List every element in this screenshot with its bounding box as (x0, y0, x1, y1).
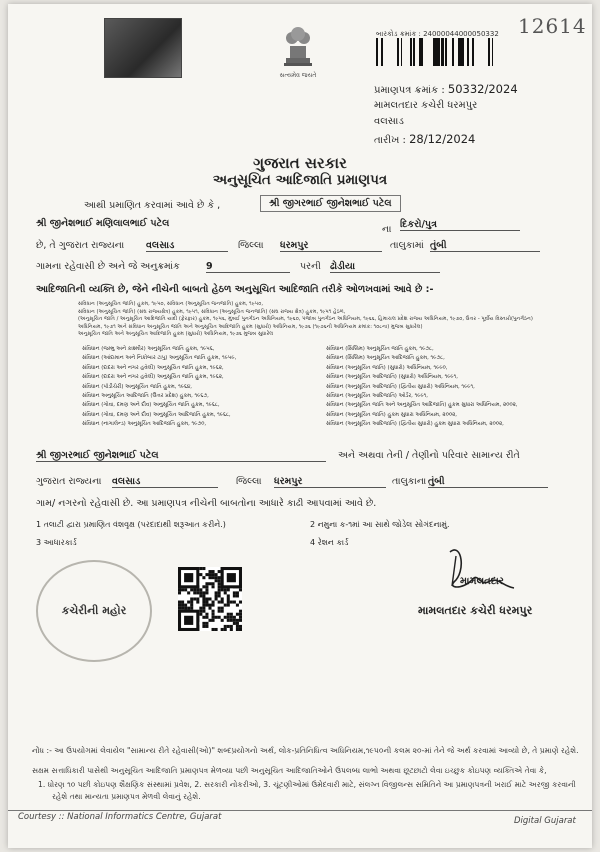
caste-order: સંવિધાન (અનુસૂચિત આદિજાતિ) (દ્વિતીય સુધારો) હુકમ સુધારા અધિનિયમ, ૨૦૦૨, (326, 421, 504, 428)
caste-order: સંવિધાન (અનુસૂચિત જાતિ) (સુધારો) અધિનિયમ, ૧૯૯૦, (326, 364, 448, 371)
caste-order: સંવિધાન અનુસૂચિત આદિજાતિ (ઉત્તર પ્રદેશ) હુકમ, ૧૯૬૭, (82, 393, 209, 400)
fine-print-line: સંવિધાન (અનુસૂચિત જાતિ) હુકમ, ૧૯૫૦, સંવિધાન (અનુસૂચિત જનજાતિ) હુકમ, ૧૯૫૦, (78, 301, 263, 307)
document-item: 3 આધારકાર્ડ (36, 538, 77, 547)
state-text-2: ગુજરાત રાજ્યના (36, 476, 102, 487)
caste-order: સંવિધાન (પૉંડીચેરી) અનુસૂચિત જાતિ હુકમ, ૧૯૬૪, (82, 383, 193, 390)
document-item: 2 નમુના ક-૧માં આ સાથે જોડેલ સોગંદનામું. (310, 520, 450, 529)
note-line: રહેશે તથા માન્યતા પ્રમાણપત્ર મેળવી લેવાનું રહેશે. (52, 792, 201, 801)
village-value: તુંબી (430, 240, 540, 252)
ashoka-emblem-icon (278, 22, 318, 72)
taluka-label-2: તાલુકાના (392, 476, 427, 487)
office-stamp (36, 560, 152, 662)
caste-order: સંવિધાન (સિક્કિમ) અનુસૂચિત જાતિ હુકમ, ૧૯૭૮, (326, 346, 434, 352)
certificate-title: અનુસૂચિત આદિજાતિ પ્રમાણપત્ર (212, 172, 388, 188)
caste-order: સંવિધાન (ગોવા, દમણ અને દીવ) અનુસૂચિત જાતિ હુકમ, ૧૯૬૮, (82, 402, 220, 409)
fine-print (78, 301, 548, 339)
caste-order: સંવિધાન (દાદરા અને નગર હવેલી) અનુસૂચિત જાતિ હુકમ, ૧૯૬૨, (82, 364, 224, 371)
caste-order: સંવિધાન (અનુસૂચિત આદિજાતિ) (દ્વિતીય સુધારો) અધિનિયમ, ૧૯૯૧, (326, 383, 475, 390)
intro-line: આદિજાતિની વ્યક્તિ છે, જેને નીચેની બાબતો હેઠળ અનુસૂચિત આદિજાતિ તરીકે ઓળખવામાં આવે છે :- (36, 284, 434, 295)
barcode-label: બારકોડ ક્રમાંક : 24000044000050332 (376, 30, 499, 38)
parni-label: પરની (300, 261, 321, 272)
district-value: વલસાડ (146, 240, 228, 252)
caste-order: સંવિધાન (અનુસૂચિત આદિજાતિ) ઓર્ડર, ૧૯૯૧, (326, 393, 428, 400)
qr-code-icon (178, 567, 242, 631)
zilla-value: ધરમપુર (280, 240, 382, 252)
footer-courtesy: Courtesy :: National Informatics Centre, Gujarat (18, 812, 222, 822)
caste-order: સંવિધાન (નાગાલેન્ડ) અનુસૂચિત આદિજાતિ હુકમ, ૧૯૭૦, (82, 421, 207, 428)
certificate-number-label: પ્રમાણપત્ર ક્રમાંક : (374, 85, 445, 96)
issuing-district: વલસાડ (374, 116, 404, 127)
na-text: ના (382, 224, 392, 235)
serial-number: 9 (206, 261, 290, 273)
note-line: સક્ષમ સત્તાધિકારી પાસેથી અનુસૂચિત આદિજાતિ પ્રમાણપત્ર મેળવ્યા પછી અનુસૂચિત આદિજાતિઓને ઉપલબ્ધ લાભો અથવા છૂટછાટો લેવા ઇચ્છુક કોઇપણ વ્યક્તિએ તેવા કે, (32, 766, 547, 775)
certificate-number-row (374, 82, 518, 96)
document-item: 1 તલાટી દ્વારા પ્રમાણિત વંશવૃક્ષ (પરદાદાથી શરૂઆત કરીને.) (36, 520, 226, 529)
caste-order: સંવિધાન (જમ્મુ અને કાશ્મીર) અનુસૂચિત જાતિ હુકમ, ૧૯૫૬, (82, 346, 215, 352)
certificate-number: 50332/2024 (447, 82, 518, 96)
issuing-office: મામલતદાર કચેરી ધરમપુર (374, 100, 478, 111)
footer-brand: Digital Gujarat (514, 816, 576, 826)
note-line: નોંધ :- આ ઉપયોગમાં લેવાયેલ "સામાન્ય રીતે રહેવાસી(ઓ)" શબ્દપ્રયોગનો અર્થ, લોક-પ્રતિનિધિત્વ અધિનિયમ,૧૯૫૦ની કલમ ૨૦-માં તેને જે અર્થ કરવામાં આવ્યો છે, તે પ્રમાણે રહેશે. (32, 746, 579, 755)
family-text: અને અથવા તેની / તેણીનો પરિવાર સામાન્ય રીતે (338, 450, 520, 461)
caste-orders-left (82, 345, 322, 430)
caste-value: ઢોડીયા (330, 261, 440, 273)
caste-order: સંવિધાન (સિક્કિમ) અનુસૂચિત આદિજાતિ હુકમ, ૧૯૭૮, (326, 355, 445, 362)
basis-text: ગામ/ નગરનો રહેવાસી છે. આ પ્રમાણપત્ર નીચેની બાબતોના આધારે કાઢી આપવામાં આવે છે. (36, 498, 377, 509)
emblem-caption: સત્યમેવ જયતે (279, 72, 317, 79)
applicant-photo (104, 18, 182, 78)
caste-order: સંવિધાન (દાદરા અને નગર હવેલી) અનુસૂચિત જાતિ હુકમ, ૧૯૬૨, (82, 374, 224, 381)
caste-order: સંવિધાન (અનુસૂચિત જાતિ અને અનુસૂચિત આદિજાતિ) હુકમ સુધારા અધિનિયમ, ૨૦૦૨, (326, 402, 518, 409)
zilla-label: જિલ્લા (238, 240, 264, 251)
father-name: શ્રી જીનેશભાઈ મણિલાલભાઈ પટેલ (36, 218, 170, 229)
fine-print-line: સંવિધાન (અનુસૂચિત જાતિ) (સંઘ રાજ્યક્ષેત્ર) હુકમ, ૧૯૫૧, સંવિધાન (અનુસૂચિત જનજાતિ) (સંઘ રાજ્ય ક્ષેત્ર) હુકમ, ૧૯૫૧ હેઠળ, (78, 308, 346, 315)
stamp-text: કચેરીની મહોર (61, 604, 127, 617)
applicant-name-box: શ્રી જીગરભાઈ જીનેશભાઈ પટેલ (260, 195, 401, 212)
caste-order: સંવિધાન (અનુસૂચિત જાતિ) હુકમ સુધારા અધિનિયમ, ૨૦૦૨, (326, 411, 457, 418)
certify-text: આથી પ્રમાણિત કરવામાં આવે છે કે , (84, 200, 221, 211)
issue-date: 28/12/2024 (409, 132, 476, 146)
officer-name: મામલતદાર કચેરી ધરમપુર (418, 604, 533, 617)
issue-date-label: તારીખ : (374, 135, 406, 146)
caste-order: સંવિધાન (અનુસૂચિત આદિજાતિ) (સુધારો) અધિનિયમ, ૧૯૯૧, (326, 374, 458, 381)
state-text: છે, તે ગુજરાત રાજ્યના (36, 240, 125, 251)
barcode-icon (376, 38, 498, 66)
village-value-2: તુંબી (428, 476, 548, 488)
issue-date-row (374, 132, 475, 146)
certificate-page (8, 4, 592, 848)
zilla-value-2: ધરમપુર (274, 476, 386, 488)
taluka-label: તાલુકામાં (390, 240, 424, 251)
caste-orders-right (326, 345, 586, 430)
signature-icon (432, 542, 522, 602)
handwritten-number: 12614 (518, 14, 587, 38)
note-line: 1. ધોરણ ૧૦ પછી કોઇપણ શૈક્ષણિક સંસ્થામાં પ્રવેશ, 2. સરકારી નોકરીઓ, 3. ચૂંટણીઓમાં ઉમેદવારી માટે, સંલગ્ન વિજીલન્સ સમિતિને આ પ્રમાણપત્રની ખરાઈ માટે અરજી કરવાની (38, 780, 576, 789)
zilla-label-2: જિલ્લા (236, 476, 262, 487)
applicant-name-2: શ્રી જીગરભાઈ જીનેશભાઈ પટેલ (36, 450, 326, 462)
document-item: 4 રેશન કાર્ડ (310, 538, 349, 547)
fine-print-line: અધિનિયમ, ૧૯૭૧ અને સંવિધાન અનુસૂચિત જાતિ અને અનુસૂચિત આદિજાતિ હુકમ (સુધારો) અધિનિયમ, ૧૯૭૬ (૧૯૭૬ની અધિનિયમ ક્રમાંક: ૧૦૮ના) મુજબ સુધારેલ) (78, 323, 423, 330)
residence-text: ગામના રહેવાસી છે અને જે અનુક્રમાંક (36, 261, 180, 272)
relation: દિકરો/પુત્ર (400, 219, 520, 231)
district-value-2: વલસાડ (112, 476, 218, 488)
government-title: ગુજરાત સરકાર (253, 154, 347, 172)
caste-order: સંવિધાન (ગોવા, દમણ અને દીવ) અનુસૂચિત આદિજાતિ હુકમ, ૧૯૬૮, (82, 411, 231, 418)
fine-print-line: (અનુસૂચિત જાતિ / અનુસૂચિત આદિજાતિ યાદી (ફેરફાર) હુકમ, ૧૯૫૬, મુંબઈ પુનર્ગઠન અધિનિયમ, ૧૯૬૦, પંજાબ પુનર્ગઠન અધિનિયમ, ૧૯૬૬, હિમાચલ પ્રદેશ રાજ્ય અધિનિયમ, ૧૯૭૦, ઉત્તર - પૂર્વીય વિસ્તારો(પુનર્ગઠન) (78, 316, 533, 323)
signatory-label: મામલતદાર (460, 576, 504, 587)
caste-order: સંવિધાન (આંદામાન અને નિકોબાર ટાપુ) અનુસૂચિત જાતિ હુકમ, ૧૯૫૯, (82, 355, 237, 362)
fine-print-line: અનુસૂચિત જાતિ અને અનુસૂચિત આદિજાતિ હુકમ (સુધારો) અધિનિયમ, ૧૯૭૬ મુજબ સુધારેલ (78, 331, 274, 338)
